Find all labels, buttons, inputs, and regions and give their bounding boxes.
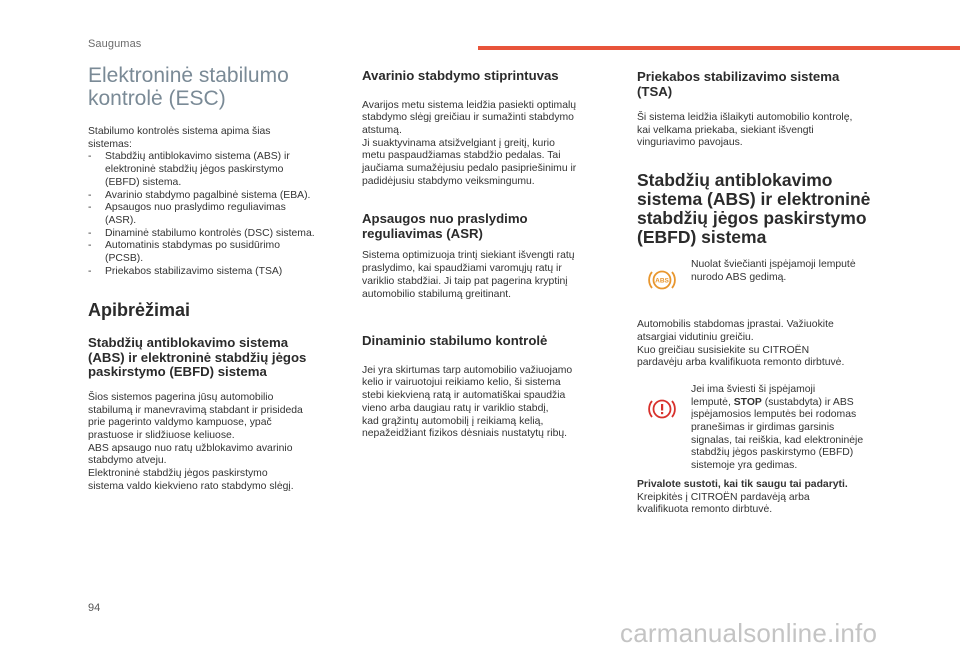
section-accent-bar bbox=[478, 46, 960, 50]
body-line: jaučiama sumažėjusiu pedalo pasipriešinimu ir bbox=[362, 163, 577, 175]
body-fragment: (sustabdyta) ir ABS bbox=[761, 396, 854, 408]
body-line: kvalifikuota remonto dirbtuvė. bbox=[637, 504, 773, 516]
abs-icon-label: ABS bbox=[655, 277, 669, 285]
list-item bbox=[88, 202, 346, 227]
esc-title bbox=[88, 64, 346, 110]
esc-intro-line-1: Stabilumo kontrolės sistema apima šias bbox=[88, 126, 271, 137]
list-item-line: Priekabos stabilizavimo sistema (TSA) bbox=[105, 265, 283, 277]
stop-label: STOP bbox=[733, 396, 762, 408]
brake-assist-heading: Avarinio stabdymo stiprintuvas bbox=[362, 68, 559, 83]
body-line: Ji suaktyvinama atsižvelgiant į greitį, kurio bbox=[362, 137, 555, 149]
body-line: kelio ir vairuotojui reikiamo kelio, ši sistema bbox=[362, 377, 561, 389]
asr-body bbox=[362, 250, 612, 301]
body-line: Šios sistemos pagerina jūsų automobilio bbox=[88, 391, 274, 403]
body-line: prastuose ir slidžiuose keliuose. bbox=[88, 430, 235, 442]
body-line: Nuolat šviečianti įspėjamoji lemputė bbox=[691, 259, 856, 271]
body-line: stabdžių jėgos paskirstymo (EBFD) bbox=[691, 447, 854, 459]
body-line: pranešimas ir girdimas garsinis bbox=[691, 422, 835, 434]
body-line: kad grąžintų automobilį į reikiamą kelią, bbox=[362, 415, 544, 427]
subheading-line: paskirstymo (EBFD) sistema bbox=[88, 364, 267, 380]
body-line: Jei yra skirtumas tarp automobilio važiuojamo bbox=[362, 364, 573, 376]
asr-heading bbox=[362, 212, 612, 241]
body-line: signalas, tai reiškia, kad elektroninėje bbox=[691, 434, 864, 446]
body-line: Elektroninė stabdžių jėgos paskirstymo bbox=[88, 468, 268, 480]
heading-line: reguliavimas (ASR) bbox=[362, 225, 483, 241]
ebfd-warning-block bbox=[637, 384, 899, 473]
list-item bbox=[88, 151, 346, 189]
heading-line: Stabdžių antiblokavimo bbox=[637, 170, 833, 191]
abs-warning-icon bbox=[647, 267, 677, 293]
column-2 bbox=[362, 69, 612, 441]
body-line: sistema valdo kiekvieno rato stabdymo slėgį. bbox=[88, 480, 294, 492]
dsc-body bbox=[362, 365, 612, 441]
dsc-heading: Dinaminio stabilumo kontrolė bbox=[362, 333, 548, 349]
list-item-line: (EBFD) sistema. bbox=[105, 176, 182, 188]
body-line: atstumą. bbox=[362, 124, 402, 136]
tsa-heading bbox=[637, 70, 899, 99]
list-item-line: Dinaminė stabilumo kontrolės (DSC) sistema. bbox=[105, 227, 315, 239]
body-line: stebi kiekvieną ratą ir automatiškai spaudžia bbox=[362, 390, 566, 402]
abs-ebfd-subheading bbox=[88, 336, 346, 380]
list-item-line: Automatinis stabdymas po susidūrimo bbox=[105, 240, 280, 252]
subheading-line: Stabdžių antiblokavimo sistema bbox=[88, 335, 289, 351]
body-line: stabdymo atveju. bbox=[88, 455, 167, 467]
list-item-line: Apsaugos nuo praslydimo reguliavimas bbox=[105, 202, 286, 214]
body-line: Jei ima šviesti ši įspėjamoji bbox=[691, 383, 816, 395]
list-item bbox=[88, 266, 346, 279]
body-line: vinguriavimo pavojaus. bbox=[637, 137, 743, 149]
stop-bold-line: Privalote sustoti, kai tik saugu tai padaryti. bbox=[637, 478, 848, 490]
body-line: Ši sistema leidžia išlaikyti automobilio kontrolę, bbox=[637, 112, 853, 123]
esc-intro bbox=[88, 126, 346, 151]
body-line: Sistema optimizuoja trintį siekiant išvengti ratų bbox=[362, 250, 575, 262]
esc-systems-list bbox=[88, 151, 346, 278]
body-line: Avarijos metu sistema leidžia pasiekti optimalų bbox=[362, 99, 577, 111]
body-line: variklio stabdžiai. Ji taip pat pagerina kryptinį bbox=[362, 275, 568, 287]
heading-line: Priekabos stabilizavimo sistema bbox=[637, 69, 840, 84]
ebfd-warning-text bbox=[687, 384, 899, 473]
definitions-heading: Apibrėžimai bbox=[88, 300, 191, 321]
heading-line: (EBFD) sistema bbox=[637, 227, 767, 248]
body-line: praslydimo, kai spaudžiami varomųjų ratų ir bbox=[362, 263, 562, 275]
esc-title-line-1: Elektroninė stabilumo bbox=[88, 64, 289, 87]
list-item-line: elektroninė stabdžių jėgos paskirstymo bbox=[105, 164, 284, 176]
heading-line: (TSA) bbox=[637, 83, 673, 99]
body-line: Kreipkitės į CITROËN pardavėją arba bbox=[637, 491, 810, 503]
page-number: 94 bbox=[88, 602, 101, 614]
column-3 bbox=[637, 70, 899, 517]
list-item-line: (PCSB). bbox=[105, 253, 144, 265]
body-line: padidėjusiu stabdymo veiksmingumu. bbox=[362, 175, 535, 187]
column-1 bbox=[88, 64, 346, 494]
section-label: Saugumas bbox=[88, 38, 142, 50]
body-line: atsargiai vidutiniu greičiu. bbox=[637, 331, 754, 343]
heading-line: Apsaugos nuo praslydimo bbox=[362, 211, 528, 227]
esc-intro-line-2: sistemas: bbox=[88, 138, 132, 150]
watermark: carmanualsonline.info bbox=[620, 618, 878, 648]
body-line: įspėjamosios lemputės bei rodomas bbox=[691, 409, 857, 421]
body-line: prie pagerinto valdymo kampuose, ypač bbox=[88, 417, 272, 429]
body-fragment: lemputė, bbox=[691, 396, 734, 408]
list-item-line: (ASR). bbox=[105, 214, 137, 226]
heading-line: sistema (ABS) ir elektroninė bbox=[637, 189, 871, 210]
body-line: kai velkama priekaba, siekiant išvengti bbox=[637, 124, 814, 136]
list-item bbox=[88, 240, 346, 265]
list-item bbox=[88, 190, 346, 203]
abs-ebfd-body bbox=[88, 392, 346, 494]
list-item-line: Stabdžių antiblokavimo sistema (ABS) ir bbox=[105, 151, 290, 163]
body-line: stabdymo slėgį greičiau ir sumažinti stabdymo bbox=[362, 112, 574, 124]
body-line: sistemoje yra gedimas. bbox=[691, 460, 798, 472]
abs-warning-icon-box bbox=[637, 259, 687, 293]
body-line: pardavėju arba kvalifikuota remonto dirbtuvė. bbox=[637, 357, 845, 369]
brake-warning-icon-box bbox=[637, 384, 687, 422]
body-line: ABS apsaugo nuo ratų užblokavimo avarinio bbox=[88, 442, 293, 454]
esc-title-line-2: kontrolė (ESC) bbox=[88, 87, 226, 110]
stop-instruction bbox=[637, 479, 899, 517]
body-line: Kuo greičiau susisiekite su CITROËN bbox=[637, 344, 810, 356]
brake-assist-body bbox=[362, 100, 612, 189]
body-line: nepažeidžiant fizikos dėsniais nustatytų ribų. bbox=[362, 428, 568, 440]
body-line: vieno arba daugiau ratų ir variklio stabdį, bbox=[362, 402, 549, 414]
body-line: automobilio stabilumą greitinant. bbox=[362, 288, 512, 300]
heading-line: stabdžių jėgos paskirstymo bbox=[637, 208, 867, 229]
body-line: metu paspaudžiamas stabdžio pedalas. Tai bbox=[362, 150, 561, 162]
body-line: Automobilis stabdomas įprastai. Važiuokite bbox=[637, 319, 834, 331]
body-line: stabilumą ir manevravimą stabdant ir prisideda bbox=[88, 404, 303, 416]
abs-warning-text bbox=[687, 259, 899, 284]
subheading-line: (ABS) ir elektroninė stabdžių jėgos bbox=[88, 349, 307, 365]
list-item bbox=[88, 228, 346, 241]
abs-ebfd-heading bbox=[637, 171, 899, 247]
brake-warning-icon bbox=[646, 396, 678, 422]
list-item-line: Avarinio stabdymo pagalbinė sistema (EBA). bbox=[105, 189, 311, 201]
tsa-body bbox=[637, 112, 899, 150]
abs-fault-body bbox=[637, 319, 899, 370]
body-line: nurodo ABS gedimą. bbox=[691, 271, 787, 283]
abs-warning-block bbox=[637, 259, 899, 293]
